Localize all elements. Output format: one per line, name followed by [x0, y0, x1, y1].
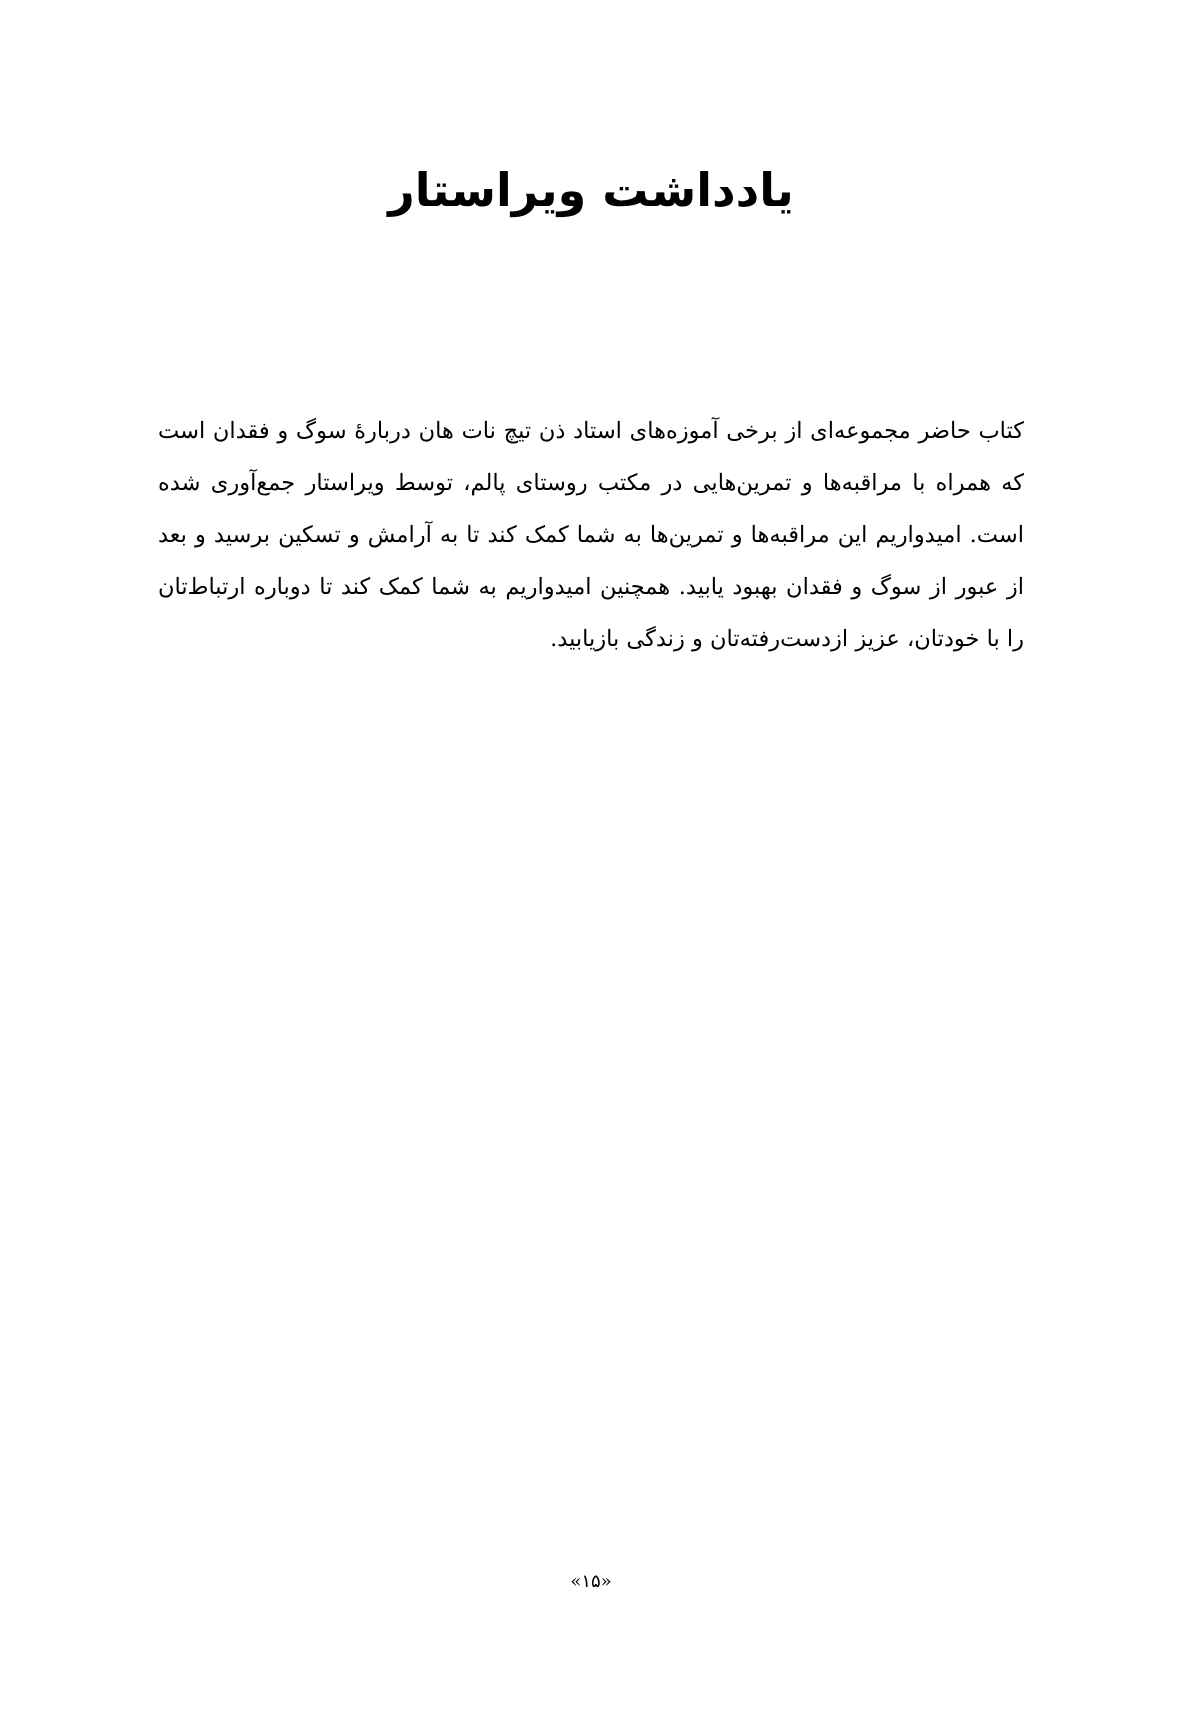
body-paragraph: کتاب حاضر مجموعه‌ای از برخی آموزه‌های استاد ذن تیچ نات هان دربارهٔ سوگ و فقدان است که همراه با مراقبه‌ها و تمرین‌هایی در مکتب روستای پالم، توسط ویراستار جمع‌آوری شده است. امیدواریم این مراقبه‌ها و تمرین‌ها به شما کمک کند تا به آرامش و تسکین برسید و بعد از عبور از سوگ و فقدان بهبود یابید. همچنین امیدواریم به شما کمک کند تا دوباره ارتباط‌تان را با خودتان، عزیز ازدست‌رفته‌تان و زندگی بازیابید. — [158, 418, 1024, 652]
page-number: «۱۵» — [570, 1571, 612, 1592]
page-title: یادداشت ویراستار — [388, 163, 794, 217]
